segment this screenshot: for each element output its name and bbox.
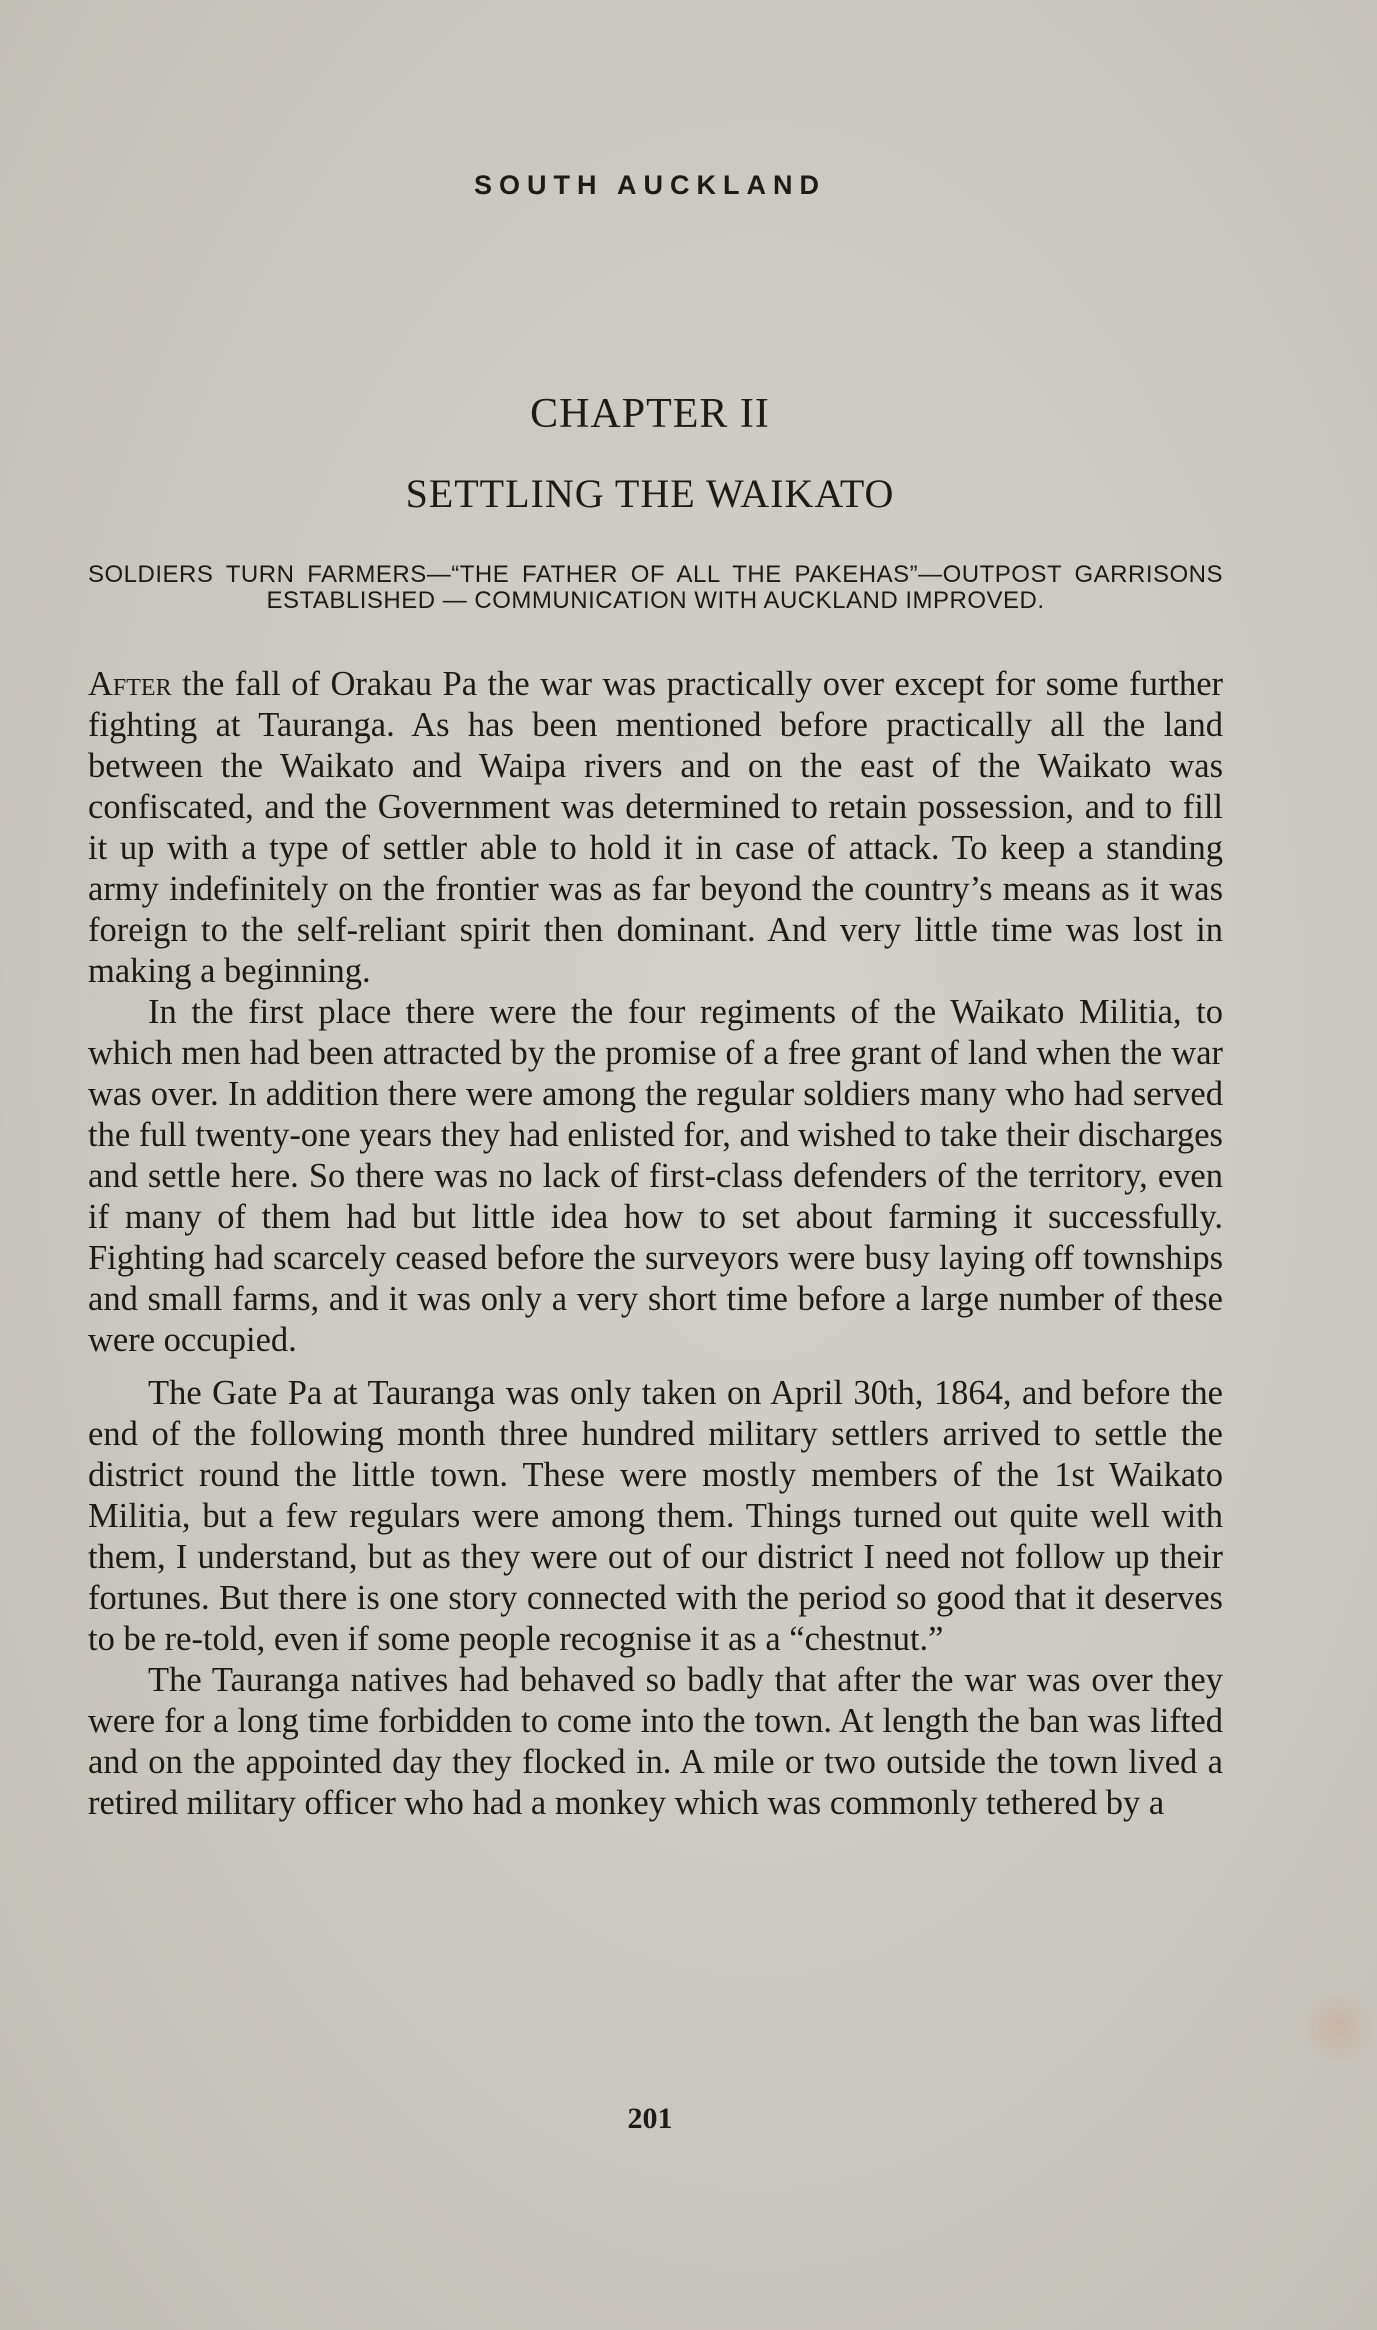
chapter-synopsis: SOLDIERS TURN FARMERS—“THE FATHER OF ALL THE PAKEHAS”—OUTPOST GARRISONS ESTABLISHED — COMMUNICATION WITH AUCKLAND IMPROVED. (88, 561, 1223, 614)
paragraph-1-lead-word: After (88, 665, 172, 703)
chapter-number: CHAPTER II (530, 391, 770, 437)
paragraph-3: The Gate Pa at Tauranga was only taken on April 30th, 1864, and before the end of the following month three hundred military settlers arrived to settle the district round the little town. These were mostly members of the 1st Waikato Militia, but a few regulars were among them. Things turned out quite well with them, I understand, but as they were out of our district I need not follow up their fortunes. But there is one story connected with the period so good that it deserves to be re-told, even if some people recognise it as a “chestnut.” (88, 1374, 1223, 1658)
chapter-title: SETTLING THE WAIKATO (405, 471, 895, 516)
paragraph-1 (88, 664, 1223, 992)
running-head: SOUTH AUCKLAND (474, 170, 826, 200)
paragraph-4: The Tauranga natives had behaved so badly that after the war was over they were for a long time forbidden to come into the town. At length the ban was lifted and on the appointed day they flocked in. A mile or two outside the town lived a retired military officer who had a monkey which was commonly tethered by a (88, 1661, 1223, 1822)
page-number: 201 (627, 2102, 673, 2135)
body-text (88, 664, 1223, 1824)
paragraph-2: In the first place there were the four regiments of the Waikato Militia, to which men had been attracted by the promise of a free grant of land when the war was over. In addition there were among the regular soldiers many who had served the full twenty-one years they had enlisted for, and wished to take their discharges and settle here. So there was no lack of first-class defenders of the territory, even if many of them had but little idea how to set about farming it successfully. Fighting had scarcely ceased before the surveyors were busy laying off townships and small farms, and it was only a very short time before a large number of these were occupied. (88, 993, 1223, 1359)
paper-stain (1300, 1990, 1375, 2065)
paragraph-1-text: the fall of Orakau Pa the war was practically over except for some further fighting at Tauranga. As has been mentioned before practically all the land between the Waikato and Waipa rivers and on the east of the Waikato was confiscated, and the Government was determined to retain possession, and to fill it up with a type of settler able to hold it in case of attack. To keep a standing army indefinitely on the frontier was as far beyond the country’s means as it was foreign to the self-reliant spirit then dominant. And very little time was lost in making a beginning. (88, 665, 1223, 990)
